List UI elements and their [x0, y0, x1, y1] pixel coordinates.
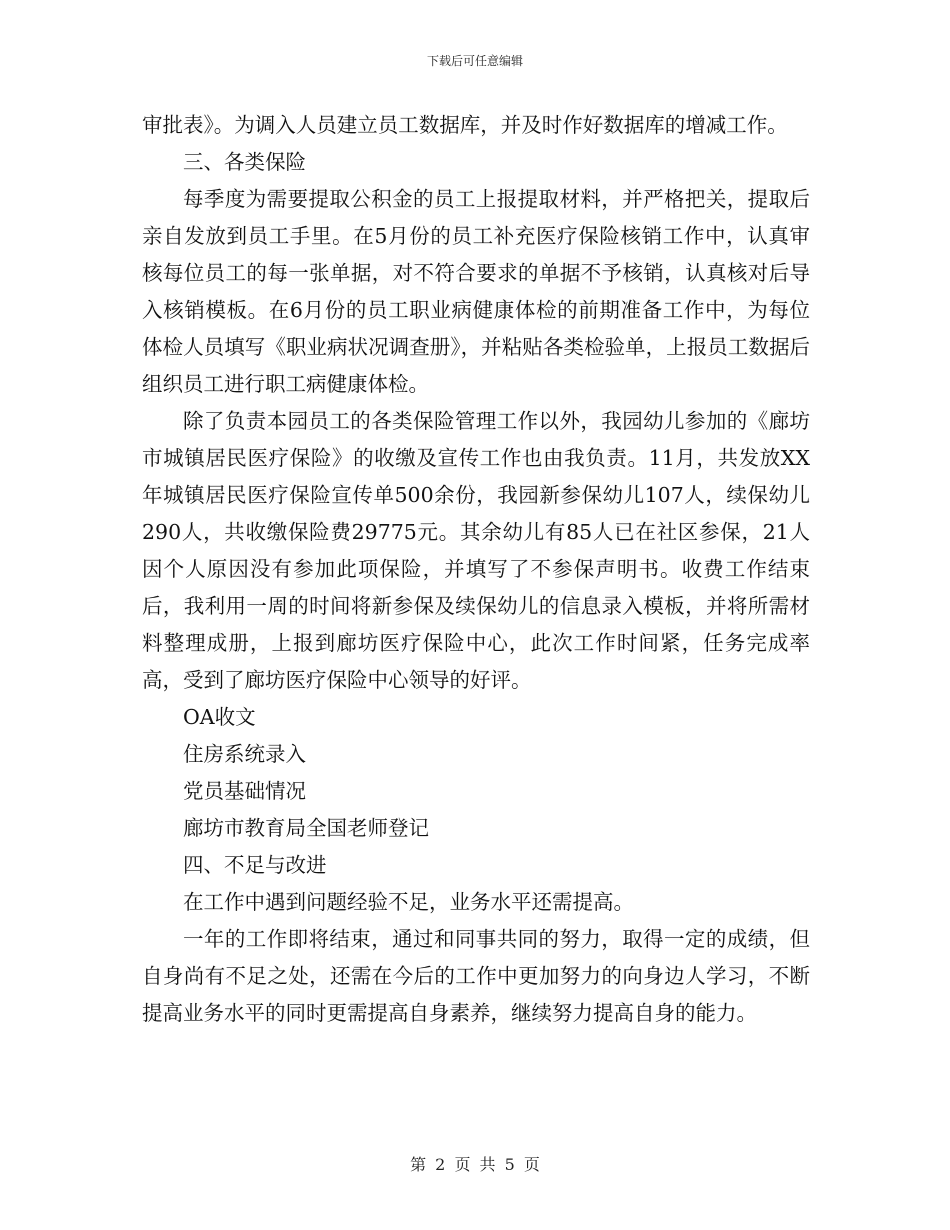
- paragraph: 一年的工作即将结束，通过和同事共同的努力，取得一定的成绩，但自身尚有不足之处，还需在今后的工作中更加努力的向身边人学习，不断提高业务水平的同时更需提高自身素养，继续努力提高自身的能力。: [142, 927, 810, 1025]
- document-body: [142, 107, 810, 1032]
- page-footer: 第 2 页 共 5 页: [410, 1155, 540, 1174]
- paragraph: 审批表》。为调入人员建立员工数据库，并及时作好数据库的增减工作。: [142, 113, 788, 137]
- list-item: 党员基础情况: [183, 779, 306, 803]
- paragraph: 除了负责本园员工的各类保险管理工作以外，我园幼儿参加的《廊坊市城镇居民医疗保险》的收缴及宣传工作也由我负责。11月，共发放XX年城镇居民医疗保险宣传单500余份，我园新参保幼儿107人，续保幼儿290人，共收缴保险费29775元。其余幼儿有85人已在社区参保，21人因个人原因没有参加此项保险，并填写了不参保声明书。收费工作结束后，我利用一周的时间将新参保及续保幼儿的信息录入模板，并将所需材料整理成册，上报到廊坊医疗保险中心，此次工作时间紧，任务完成率高，受到了廊坊医疗保险中心领导的好评。: [142, 409, 810, 692]
- list-item: 住房系统录入: [183, 742, 306, 766]
- page-header: 下载后可任意编辑: [426, 54, 523, 68]
- list-item: 廊坊市教育局全国老师登记: [183, 816, 429, 840]
- section-heading: 三、各类保险: [183, 150, 306, 174]
- paragraph: 每季度为需要提取公积金的员工上报提取材料，并严格把关，提取后亲自发放到员工手里。在5月份的员工补充医疗保险核销工作中，认真审核每位员工的每一张单据，对不符合要求的单据不予核销，认真核对后导入核销模板。在6月份的员工职业病健康体检的前期准备工作中，为每位体检人员填写《职业病状况调查册》，并粘贴各类检验单，上报员工数据后组织员工进行职工病健康体检。: [142, 187, 810, 396]
- section-heading: 四、不足与改进: [183, 853, 327, 877]
- paragraph: 在工作中遇到问题经验不足，业务水平还需提高。: [183, 890, 634, 914]
- list-item: OA收文: [183, 705, 256, 729]
